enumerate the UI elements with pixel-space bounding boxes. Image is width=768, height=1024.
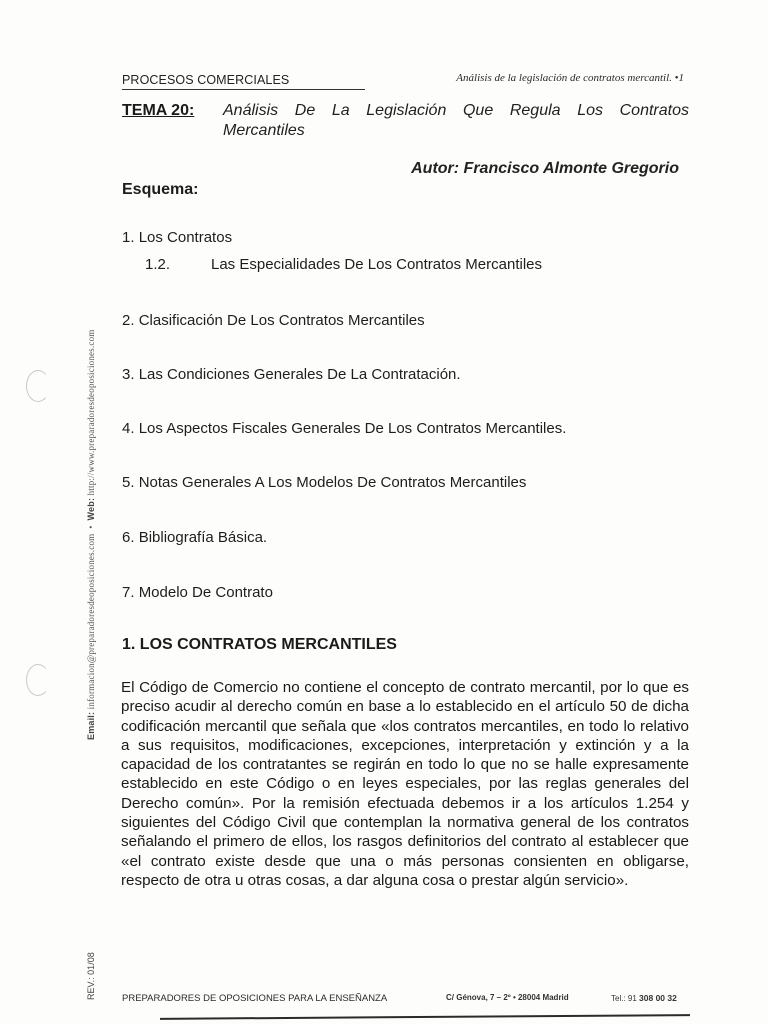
outline-item <box>122 584 273 601</box>
email-label: Email: <box>86 711 96 740</box>
outline-item-number: 4. <box>122 420 135 437</box>
outline-item <box>122 312 425 329</box>
header-underline <box>122 89 365 90</box>
email-address: informacion@preparadoresdeoposiciones.com <box>86 533 96 710</box>
outline-item-text: Los Contratos <box>138 229 233 246</box>
tema-title: Análisis De La Legislación Que Regula Los Contratos Mercantiles <box>223 102 689 139</box>
phone-label: Tel.: 91 <box>611 994 637 1003</box>
header-subject: PROCESOS COMERCIALES <box>122 73 290 87</box>
header-running-title: Análisis de la legislación de contratos mercantil. •1 <box>456 72 684 84</box>
tema-label: TEMA 20: <box>122 102 195 119</box>
outline-item-number: 5. <box>122 474 135 491</box>
punch-hole <box>26 370 50 402</box>
punch-hole <box>26 664 50 696</box>
revision-label: REV.: 01/08 <box>86 952 96 1000</box>
footer-organization: PREPARADORES DE OPOSICIONES PARA LA ENSEÑANZA <box>122 993 388 1004</box>
outline-item-text: Las Especialidades De Los Contratos Mercantiles <box>211 256 543 273</box>
outline-item-number: 1. <box>122 229 135 246</box>
outline-item-text: Notas Generales A Los Modelos De Contratos Mercantiles <box>138 474 527 491</box>
outline-item-number: 6. <box>122 529 135 546</box>
web-address: http://www.preparadoresdeoposiciones.com <box>86 329 96 496</box>
outline-item-number: 7. <box>122 584 135 601</box>
phone-number: 308 00 32 <box>639 993 677 1003</box>
outline-item-text: Modelo De Contrato <box>138 584 273 601</box>
body-paragraph: El Código de Comercio no contiene el concepto de contrato mercantil, por lo que es preciso acudir al derecho común en base a lo establecido en el artículo 50 de dicha codificación mercantil que señala que «los contratos mercantiles, en todo lo relativo a sus requisitos, modificaciones, excepciones, interpretación y extinción y a la capacidad de los contratantes se regirán en todo lo que no se halle expresamente establecido en este Código o en leyes especiales, por las reglas generales del Derecho común». Por la remisión efectuada debemos ir a los artículos 1.254 y siguientes del Código Civil que contemplan la normativa general de los contratos señalando el primero de ellos, los rasgos definitorios del contrato al establecer que «el contrato existe desde que una o más personas consienten en obligarse, respecto de otra u otras cosas, a dar alguna cosa o prestar algún servicio». <box>121 679 689 889</box>
outline-item-number: 1.2. <box>145 256 171 273</box>
side-contact-info: Email: informacion@preparadoresdeoposiciones.com • Web: http://www.preparadoresdeoposiciones.com <box>86 329 96 740</box>
outline-subitem <box>145 256 542 273</box>
outline-heading: Esquema: <box>122 181 199 198</box>
outline-item-number: 3. <box>122 366 135 383</box>
outline-item-text: Clasificación De Los Contratos Mercantiles <box>138 312 425 329</box>
outline-item-text: Bibliografía Básica. <box>138 529 268 546</box>
outline-item <box>122 420 566 437</box>
section-heading: 1. LOS CONTRATOS MERCANTILES <box>122 636 397 653</box>
outline-item-text: Los Aspectos Fiscales Generales De Los Contratos Mercantiles. <box>138 420 567 437</box>
outline-item <box>122 529 267 546</box>
outline-item-number: 2. <box>122 312 135 329</box>
footer-phone <box>611 993 677 1003</box>
outline-item <box>122 474 526 491</box>
author-line: Autor: Francisco Almonte Gregorio <box>411 160 679 177</box>
web-label: Web: <box>86 497 96 521</box>
outline-item <box>122 366 461 383</box>
outline-item-text: Las Condiciones Generales De La Contratación. <box>138 366 461 383</box>
footer-rule <box>160 1014 690 1020</box>
footer-address: C/ Génova, 7 – 2º • 28004 Madrid <box>446 993 569 1002</box>
outline-item <box>122 229 232 246</box>
